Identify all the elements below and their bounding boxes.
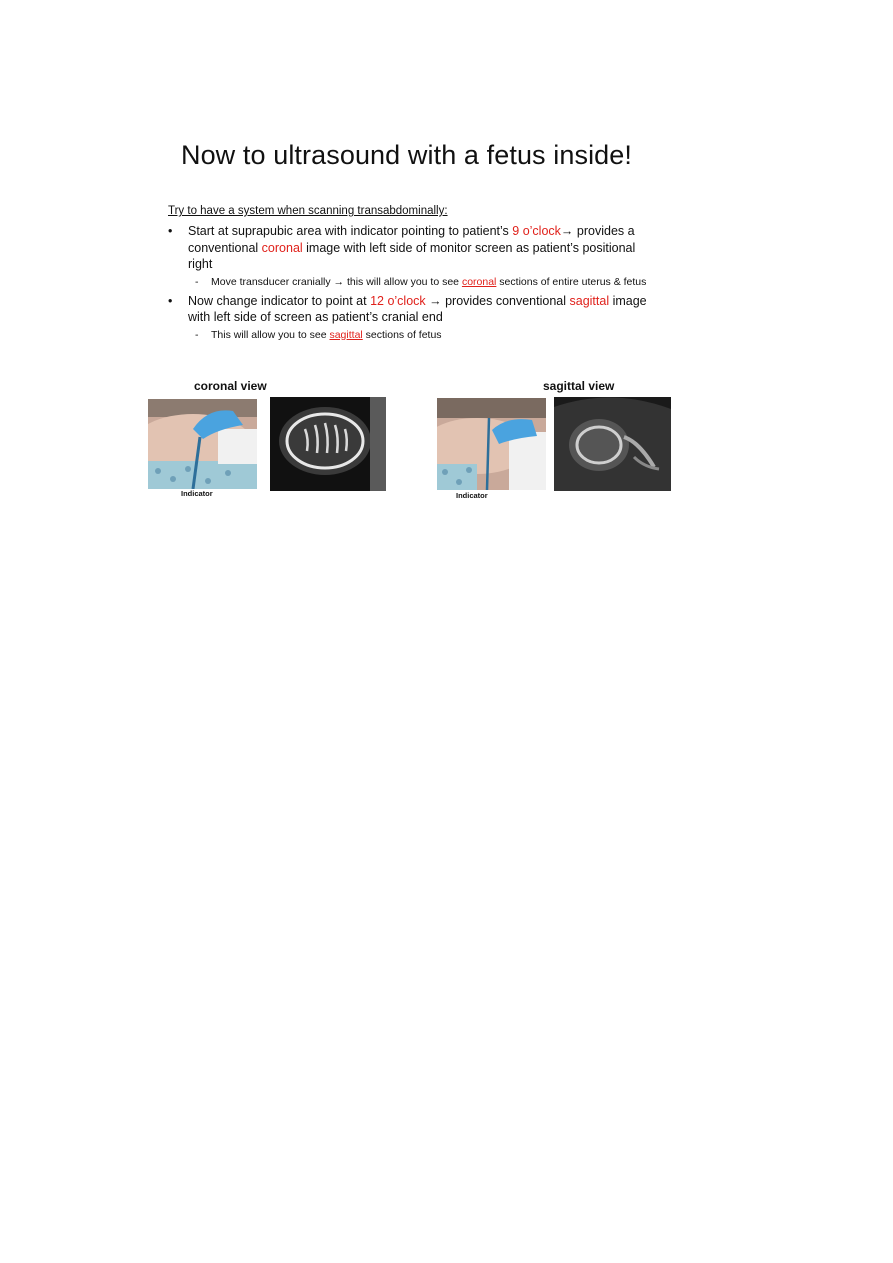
bullet2-sagittal: sagittal — [569, 293, 610, 308]
sagittal-transducer-photo — [437, 398, 546, 490]
bullet1-clock: 9 o’clock — [512, 224, 561, 238]
bullet2-clock: 12 o’clock — [370, 293, 426, 308]
sub2-text-a: This will allow you to see — [211, 328, 330, 341]
bullet1-text-a: Start at suprapubic area with indicator pointing to patient’s — [188, 224, 513, 238]
bullet1-text-c: → provides a conventional — [188, 224, 635, 255]
sub-dash: - — [195, 275, 199, 288]
coronal-ultrasound-image — [270, 397, 386, 491]
sub1-text-c: sections of entire uterus & fetus — [496, 275, 647, 288]
sub-dash: - — [195, 328, 199, 341]
sagittal-ultrasound-drawing — [554, 397, 671, 491]
sub1-coronal: coronal — [461, 275, 497, 288]
coronal-ultrasound-drawing — [270, 397, 386, 491]
bullet2-text-c: → provides conventional — [425, 293, 570, 308]
intro-text: Try to have a system when scanning transabdominally: — [168, 205, 448, 217]
bullet-item-coronal — [168, 223, 658, 273]
bullet1-text-e: image with left side of monitor screen as patient’s positional right — [188, 240, 636, 271]
sub1-text-a: Move transducer cranially → this will allow you to see — [211, 275, 462, 288]
bullet2-text-a: Now change indicator to point at — [188, 293, 371, 308]
bullet2-text-e: image with left side of screen as patient’s cranial end — [188, 293, 647, 324]
sub-item-sagittal — [168, 329, 658, 342]
sagittal-ultrasound-image — [554, 397, 671, 491]
page-title: Now to ultrasound with a fetus inside! — [180, 140, 633, 170]
bullet-list — [168, 223, 658, 346]
sub-item-coronal — [168, 276, 658, 289]
sagittal-view-caption: sagittal view — [543, 379, 615, 393]
indicator-label-sagittal: Indicator — [456, 491, 488, 500]
sub2-text-c: sections of fetus — [362, 328, 442, 341]
coronal-transducer-photo — [148, 399, 257, 489]
bullet-item-sagittal — [168, 293, 658, 326]
bullet-dot: • — [168, 293, 173, 308]
indicator-label-coronal: Indicator — [181, 489, 213, 498]
coronal-photo-drawing — [148, 399, 257, 489]
coronal-view-caption: coronal view — [194, 379, 267, 393]
bullet-dot: • — [168, 224, 173, 238]
bullet1-coronal: coronal — [261, 240, 303, 255]
sagittal-photo-drawing — [437, 398, 546, 490]
sub2-sagittal: sagittal — [329, 328, 363, 341]
